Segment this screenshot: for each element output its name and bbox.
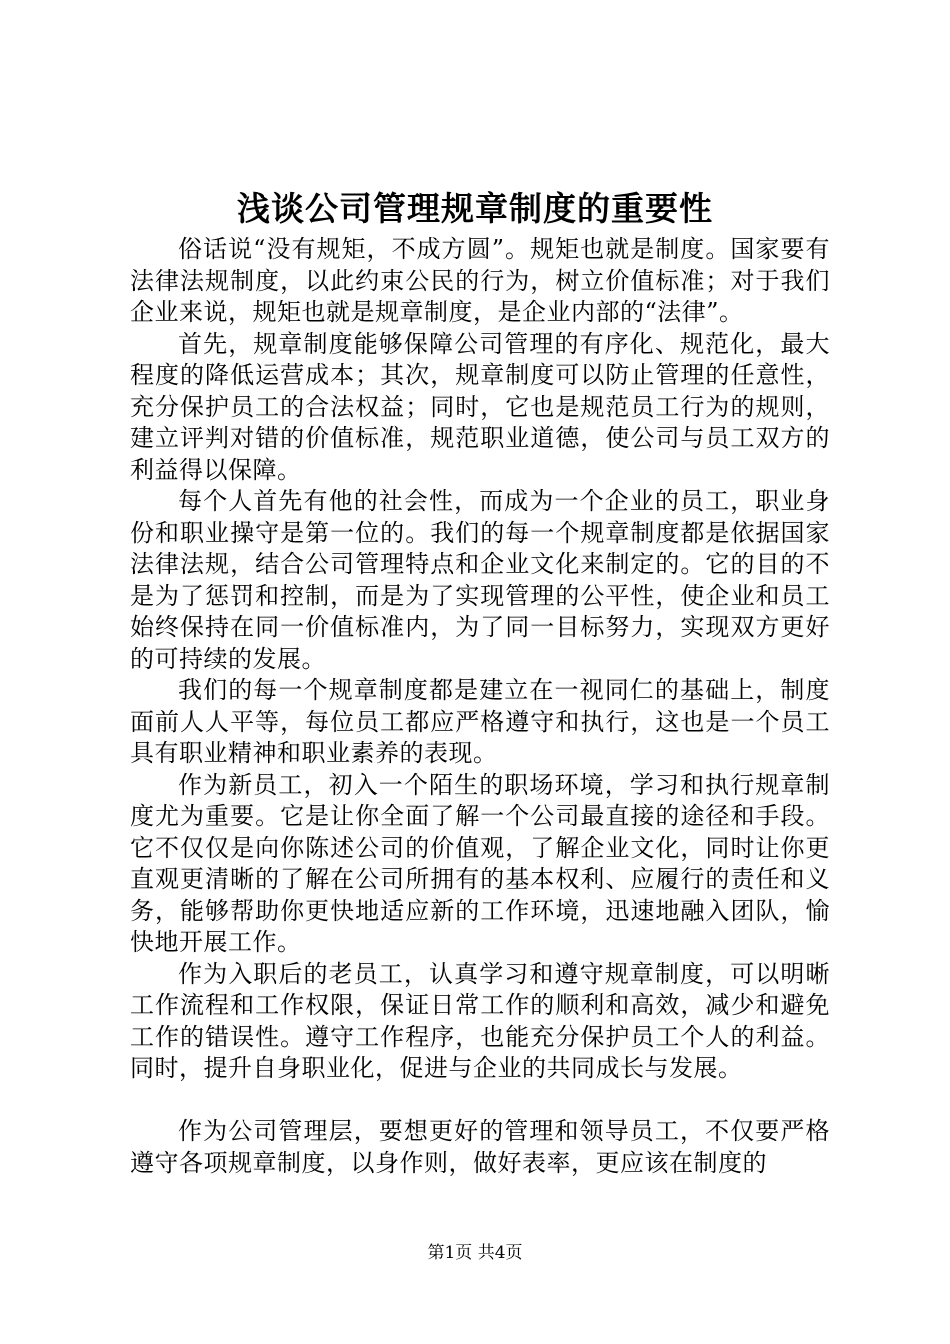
document-body: [130, 234, 830, 1179]
paragraph-7: 作为公司管理层，要想更好的管理和领导员工，不仅要严格遵守各项规章制度，以身作则，做好表率，更应该在制度的: [130, 1117, 830, 1177]
paragraph-2: 首先，规章制度能够保障公司管理的有序化、规范化，最大程度的降低运营成本；其次，规章制度可以防止管理的任意性，充分保护员工的合法权益；同时，它也是规范员工行为的规则，建立评判对错的价值标准，规范职业道德，使公司与员工双方的利益得以保障。: [130, 329, 830, 484]
document-title: 浅谈公司管理规章制度的重要性: [237, 189, 713, 228]
paragraph-5: 作为新员工，初入一个陌生的职场环境，学习和执行规章制度尤为重要。它是让你全面了解一个公司最直接的途径和手段。它不仅仅是向你陈述公司的价值观，了解企业文化，同时让你更直观更清晰的了解在公司所拥有的基本权利、应履行的责任和义务，能够帮助你更快地适应新的工作环境，迅速地融入团队，愉快地开展工作。: [130, 770, 830, 956]
paragraph-6: 作为入职后的老员工，认真学习和遵守规章制度，可以明晰工作流程和工作权限，保证日常工作的顺利和高效，减少和避免工作的错误性。遵守工作程序，也能充分保护员工个人的利益。同时，提升自身职业化，促进与企业的共同成长与发展。: [130, 959, 830, 1082]
paragraph-3: 每个人首先有他的社会性，而成为一个企业的员工，职业身份和职业操守是第一位的。我们的每一个规章制度都是依据国家法律法规，结合公司管理特点和企业文化来制定的。它的目的不是为了惩罚和控制，而是为了实现管理的公平性，使企业和员工始终保持在同一价值标准内，为了同一目标努力，实现双方更好的可持续的发展。: [130, 487, 830, 673]
page-number-footer: 第1页 共4页: [427, 1243, 523, 1263]
paragraph-4: 我们的每一个规章制度都是建立在一视同仁的基础上，制度面前人人平等，每位员工都应严格遵守和执行，这也是一个员工具有职业精神和职业素养的表现。: [130, 676, 830, 767]
paragraph-1: 俗话说“没有规矩，不成方圆”。规矩也就是制度。国家要有法律法规制度，以此约束公民的行为，树立价值标准；对于我们企业来说，规矩也就是规章制度，是企业内部的“法律”。: [130, 235, 830, 326]
